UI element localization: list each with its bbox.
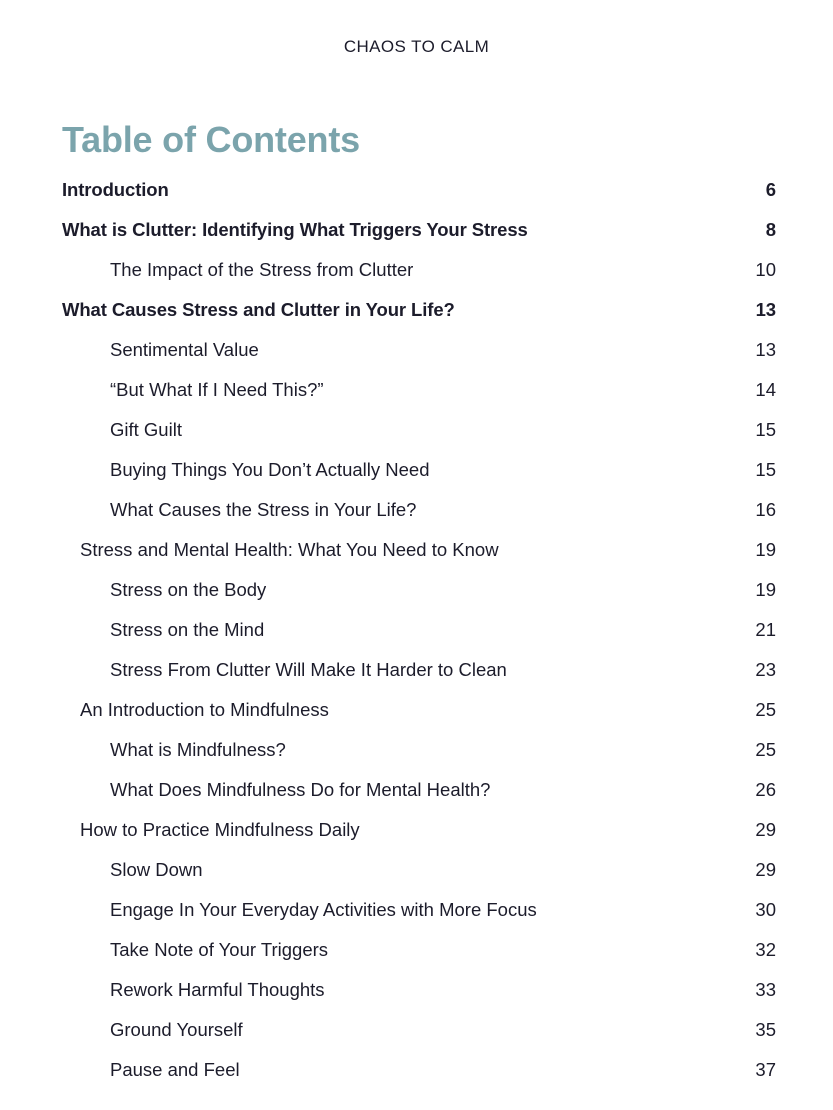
toc-entry-page-number: 23 [755, 659, 776, 680]
toc-entry-title: Stress From Clutter Will Make It Harder to Clean [110, 659, 507, 680]
toc-entry-page-number: 21 [755, 619, 776, 640]
toc-entry-page-number: 8 [765, 219, 776, 240]
toc-entry[interactable] [62, 410, 776, 450]
toc-entry[interactable] [62, 250, 776, 290]
toc-entry-title: The Impact of the Stress from Clutter [110, 259, 414, 280]
toc-entry[interactable] [62, 530, 776, 570]
toc-entry[interactable] [62, 370, 776, 410]
toc-entry-page-number: 15 [755, 419, 776, 440]
toc-entry-page-number: 30 [755, 899, 776, 920]
toc-entry-title: What Causes the Stress in Your Life? [110, 499, 417, 520]
toc-entry[interactable] [62, 1050, 776, 1090]
toc-entry-page-number: 26 [755, 779, 776, 800]
toc-entry[interactable] [62, 850, 776, 890]
toc-entry-title: Buying Things You Don’t Actually Need [110, 459, 430, 480]
running-header: CHAOS TO CALM [343, 37, 490, 56]
toc-entry-title: Stress and Mental Health: What You Need to Know [80, 539, 499, 560]
toc-entry[interactable] [62, 650, 776, 690]
toc-entry[interactable] [62, 330, 776, 370]
toc-entry[interactable] [62, 970, 776, 1010]
toc-entry-page-number: 19 [755, 539, 776, 560]
toc-entry-title: Sentimental Value [110, 339, 259, 360]
toc-entry[interactable] [62, 490, 776, 530]
toc-entry-page-number: 25 [755, 739, 776, 760]
toc-entry-title: What Does Mindfulness Do for Mental Health? [110, 779, 491, 800]
toc-entry-title: “But What If I Need This?” [110, 379, 324, 400]
toc-entry[interactable] [62, 690, 776, 730]
toc-entry-title: Pause and Feel [110, 1059, 240, 1080]
toc-entry[interactable] [62, 610, 776, 650]
toc-entry-page-number: 29 [755, 819, 776, 840]
toc-entry-title: Rework Harmful Thoughts [110, 979, 325, 1000]
toc-entry-title: What Causes Stress and Clutter in Your Life? [62, 299, 455, 320]
toc-entry-page-number: 10 [755, 259, 776, 280]
toc-entry-title: Ground Yourself [110, 1019, 243, 1040]
toc-entry[interactable] [62, 170, 776, 210]
toc-entry-title: What is Mindfulness? [110, 739, 286, 760]
toc-entry-title: Introduction [62, 179, 169, 200]
toc-entry-page-number: 16 [755, 499, 776, 520]
toc-entry-title: Take Note of Your Triggers [110, 939, 329, 960]
toc-entry-page-number: 13 [755, 299, 776, 320]
toc-entry-title: Stress on the Mind [110, 619, 265, 640]
toc-entry[interactable] [62, 810, 776, 850]
toc-entry-page-number: 35 [755, 1019, 776, 1040]
toc-entry-title: An Introduction to Mindfulness [80, 699, 329, 720]
toc-entry-page-number: 32 [755, 939, 776, 960]
toc-entry-page-number: 6 [765, 179, 776, 200]
toc-entry-title: What is Clutter: Identifying What Triggers Your Stress [62, 219, 528, 240]
toc-entry-page-number: 25 [755, 699, 776, 720]
toc-entry-page-number: 33 [755, 979, 776, 1000]
toc-entry[interactable] [62, 770, 776, 810]
toc-entry[interactable] [62, 450, 776, 490]
toc-list [62, 170, 776, 1090]
toc-entry-title: Slow Down [110, 859, 203, 880]
toc-entry[interactable] [62, 890, 776, 930]
toc-entry-page-number: 19 [755, 579, 776, 600]
toc-entry-page-number: 15 [755, 459, 776, 480]
toc-entry[interactable] [62, 290, 776, 330]
toc-entry-title: Engage In Your Everyday Activities with More Focus [110, 899, 537, 920]
toc-entry[interactable] [62, 1010, 776, 1050]
toc-entry-title: Stress on the Body [110, 579, 267, 600]
toc-entry[interactable] [62, 210, 776, 250]
toc-entry-title: How to Practice Mindfulness Daily [80, 819, 360, 840]
page-title: Table of Contents [62, 119, 360, 161]
toc-entry-title: Gift Guilt [110, 419, 182, 440]
toc-entry[interactable] [62, 730, 776, 770]
toc-entry-page-number: 37 [755, 1059, 776, 1080]
toc-entry[interactable] [62, 930, 776, 970]
toc-entry-page-number: 29 [755, 859, 776, 880]
toc-entry[interactable] [62, 570, 776, 610]
toc-entry-page-number: 13 [755, 339, 776, 360]
toc-entry-page-number: 14 [755, 379, 776, 400]
